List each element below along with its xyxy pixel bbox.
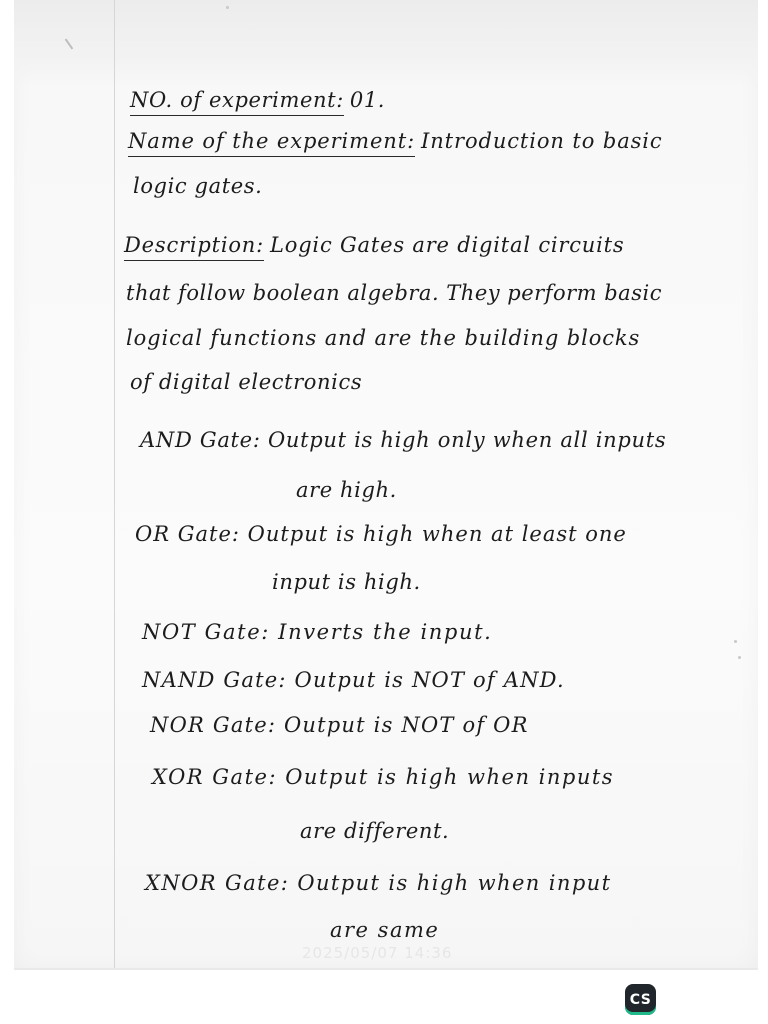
not-gate-line: NOT Gate: Inverts the input. (142, 620, 493, 644)
margin-line (114, 0, 115, 970)
xor-gate-line-2: are different. (300, 819, 450, 843)
xnor-gate-line: XNOR Gate: Output is high when input (145, 871, 612, 895)
description-text-1: Logic Gates are digital circuits (270, 233, 625, 257)
or-gate-line: OR Gate: Output is high when at least one (135, 522, 627, 546)
paper-speck (734, 640, 737, 643)
paper-speck (226, 6, 229, 9)
scan-timestamp: 2025/05/07 14:36 (302, 944, 453, 962)
experiment-name-label: Name of the experiment: (128, 129, 415, 157)
and-gate-line-2: are high. (296, 478, 397, 502)
and-gate-line: AND Gate: Output is high only when all inputs (140, 428, 667, 452)
nor-gate-line: NOR Gate: Output is NOT of OR (150, 713, 529, 737)
paper-top-shadow (14, 0, 758, 88)
or-gate-line-2: input is high. (272, 570, 421, 594)
description-text-3: logical functions and are the building blocks (126, 326, 641, 350)
description-line (124, 235, 624, 256)
paper-bottom-edge (14, 968, 758, 970)
camscanner-logo-icon: CS (625, 984, 656, 1015)
experiment-number-label: NO. of experiment: (130, 88, 344, 116)
experiment-name-line (128, 131, 663, 152)
description-label: Description: (124, 233, 264, 261)
experiment-number-value: 01. (349, 88, 386, 112)
paper-speck (738, 656, 741, 659)
nand-gate-line: NAND Gate: Output is NOT of AND. (142, 668, 565, 692)
xor-gate-line: XOR Gate: Output is high when inputs (152, 765, 615, 789)
experiment-name-value: Introduction to basic (421, 129, 663, 153)
experiment-name-continued: logic gates. (133, 174, 263, 198)
experiment-number-line (130, 90, 385, 111)
description-text-4: of digital electronics (130, 370, 363, 394)
description-text-2: that follow boolean algebra. They perform basic (126, 281, 662, 305)
xnor-gate-line-2: are same (330, 918, 440, 942)
